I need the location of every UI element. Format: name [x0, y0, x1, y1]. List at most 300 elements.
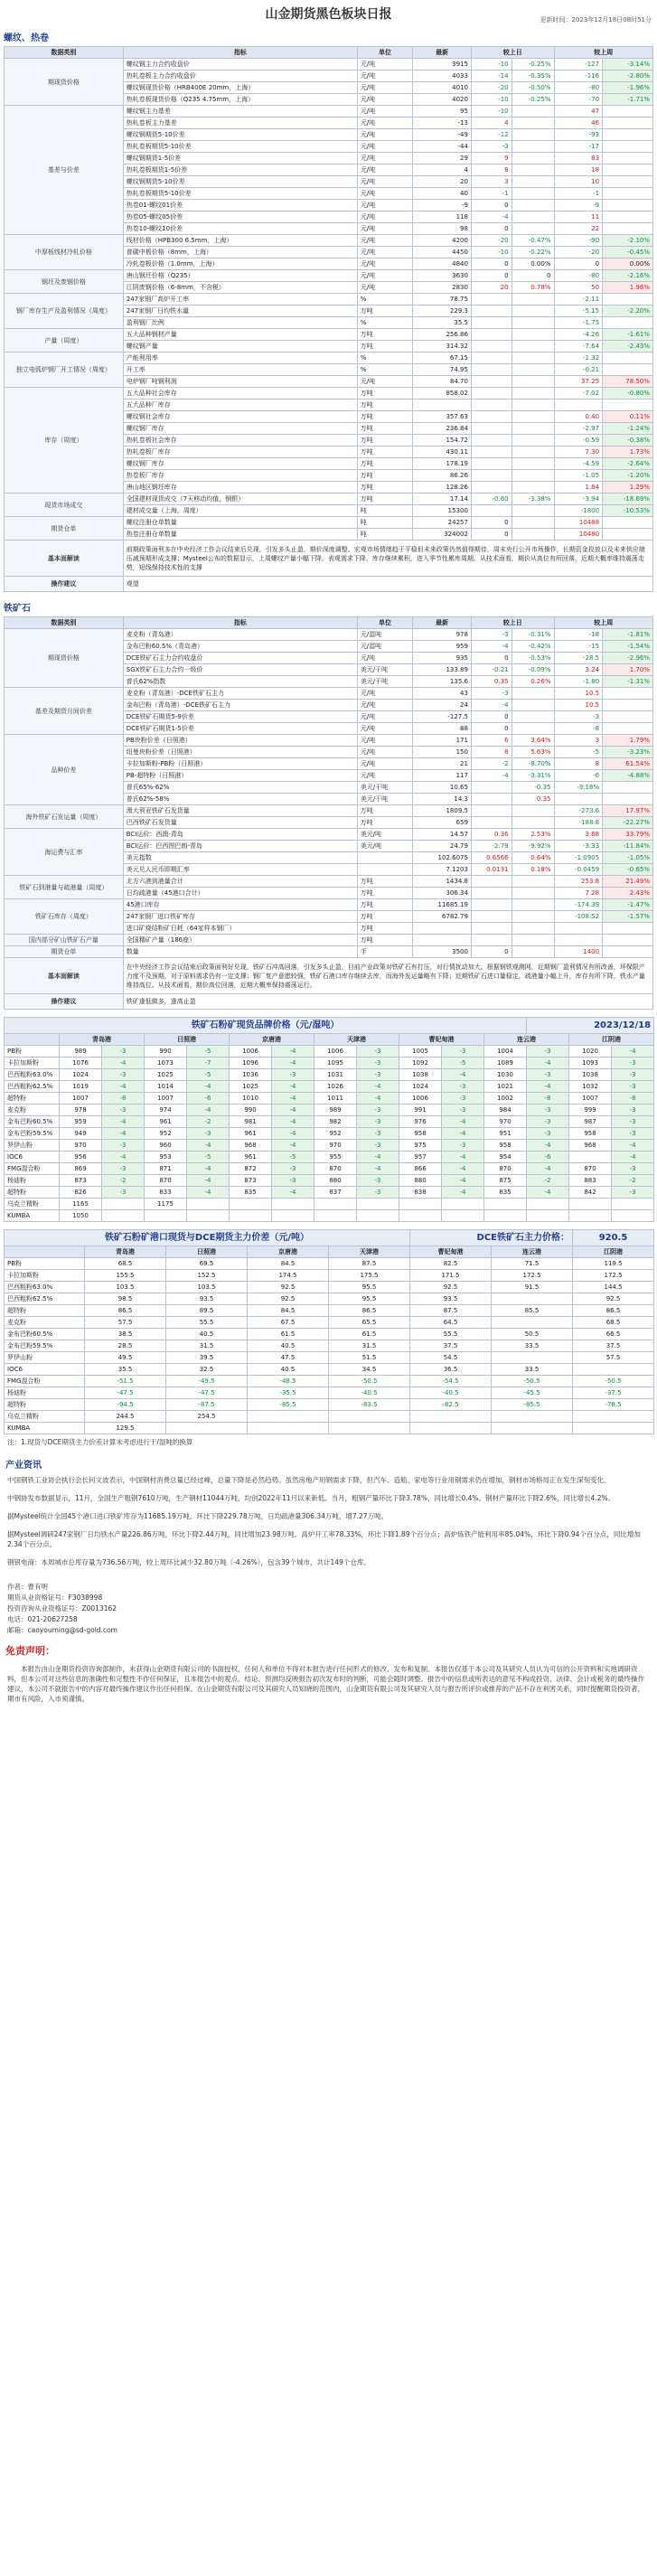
value-cell: 959: [413, 641, 472, 653]
price-cell: 870: [314, 1163, 357, 1175]
change-cell: -3: [442, 1093, 484, 1105]
unit-cell: 万吨: [357, 494, 412, 505]
value-cell: 10: [554, 176, 603, 188]
value-cell: 86.26: [413, 470, 472, 482]
value-cell: -0.80%: [603, 388, 653, 400]
value-cell: 8: [471, 747, 512, 758]
change-cell: -4: [272, 1105, 314, 1116]
value-cell: [603, 517, 653, 529]
spread-cell: -50.5: [492, 1376, 573, 1387]
spread-cell: -82.5: [410, 1399, 492, 1411]
value-cell: [413, 923, 472, 935]
value-cell: -13: [413, 118, 472, 129]
section-title-iron-ore: 铁矿石: [4, 604, 31, 614]
report-title-text: 山金期货黑色板块日报: [265, 7, 392, 22]
spread-cell: 33.5: [492, 1364, 573, 1376]
spread-cell: 144.5: [573, 1282, 654, 1293]
value-cell: -0.65%: [603, 864, 653, 876]
value-cell: 20: [413, 176, 472, 188]
indicator-cell: 全国建材现货成交（7天移动均值，钢银）: [123, 494, 357, 505]
indicator-cell: 冷轧卷板价格（1.0mm，上海）: [123, 259, 357, 270]
value-cell: 10.5: [554, 688, 603, 700]
change-cell: -4: [612, 1140, 654, 1152]
indicator-cell: 五大品种社会库存: [123, 388, 357, 400]
spread-cell: 92.5: [410, 1282, 492, 1293]
table-row: [5, 1175, 654, 1187]
value-cell: -5: [554, 747, 603, 758]
spread-cell: [410, 1411, 492, 1423]
unit-cell: 元/吨: [357, 106, 412, 118]
spread-cell: 86.5: [573, 1305, 654, 1317]
change-cell: -2: [187, 1116, 230, 1128]
unit-cell: 元/吨: [357, 653, 412, 664]
price-cell: 1010: [230, 1093, 272, 1105]
value-cell: -4.26: [554, 329, 603, 341]
change-cell: -3: [102, 1105, 145, 1116]
value-cell: 7.1203: [413, 864, 472, 876]
port-header: 日照港: [145, 1034, 230, 1046]
change-cell: -5: [442, 1058, 484, 1069]
change-cell: -4: [187, 1140, 230, 1152]
unit-cell: 美元/干吨: [357, 782, 412, 794]
change-cell: -4: [272, 1093, 314, 1105]
value-cell: [512, 200, 554, 212]
value-cell: 22: [554, 223, 603, 235]
value-cell: [471, 470, 512, 482]
unit-cell: 元/吨: [357, 770, 412, 782]
value-cell: [471, 817, 512, 829]
change-cell: [357, 1199, 399, 1210]
value-cell: [554, 400, 603, 411]
price-cell: [399, 1199, 442, 1210]
port-header: 曹妃甸港: [399, 1034, 484, 1046]
value-cell: 6782.79: [413, 911, 472, 923]
value-cell: -0.38%: [603, 435, 653, 447]
value-cell: [471, 447, 512, 458]
table-row: [5, 1128, 654, 1140]
spread-cell: 31.5: [166, 1340, 248, 1352]
value-cell: -0.35: [512, 782, 554, 794]
change-cell: -3: [357, 1175, 399, 1187]
value-cell: -28.5: [554, 653, 603, 664]
change-cell: -4: [442, 1152, 484, 1163]
value-cell: 8: [554, 758, 603, 770]
value-cell: -4.59: [554, 458, 603, 470]
blank-header: [5, 1246, 85, 1258]
value-cell: 4033: [413, 71, 472, 82]
change-cell: -8: [612, 1093, 654, 1105]
ore-name-cell: IOC6: [5, 1364, 85, 1376]
price-cell: 958: [399, 1128, 442, 1140]
indicator-cell: PB块粉价差（日照港）: [123, 735, 357, 747]
ore-name-cell: 卡拉加斯粉: [5, 1270, 85, 1282]
value-cell: 0: [554, 259, 603, 270]
value-cell: 10480: [554, 529, 603, 541]
value-cell: 11: [554, 212, 603, 223]
change-cell: [442, 1210, 484, 1222]
news-list: [0, 1472, 657, 1573]
value-cell: 24257: [413, 517, 472, 529]
unit-cell: 万吨: [357, 876, 412, 888]
unit-cell: 吨: [357, 517, 412, 529]
price-cell: 1002: [484, 1093, 527, 1105]
unit-cell: 美元/吨: [357, 841, 412, 852]
value-cell: 4450: [413, 247, 472, 259]
value-cell: [603, 723, 653, 735]
value-cell: 0.18%: [512, 864, 554, 876]
value-cell: -1.0905: [554, 852, 603, 864]
spread-cell: 93.5: [166, 1293, 248, 1305]
indicator-cell: 纽曼块粉价差（日照港）: [123, 747, 357, 758]
indicator-cell: 螺纹钢主力合约收盘价: [123, 59, 357, 71]
contact-line: 作者：曹有明: [7, 1583, 48, 1591]
price-cell: 833: [145, 1187, 187, 1199]
price-cell: 1007: [60, 1093, 102, 1105]
spread-cell: -40.5: [329, 1387, 410, 1399]
category-cell: 独立电弧炉钢厂开工情况（周度）: [5, 353, 124, 388]
change-cell: -5: [187, 1152, 230, 1163]
price-cell: 1031: [314, 1069, 357, 1081]
indicator-cell: 热卷05-螺纹05价差: [123, 212, 357, 223]
value-cell: [471, 411, 512, 423]
ore-name-cell: 超特粉: [5, 1305, 85, 1317]
change-cell: -4: [272, 1058, 314, 1069]
change-cell: -2: [527, 1175, 569, 1187]
value-cell: 21.49%: [603, 876, 653, 888]
change-cell: -4: [187, 1105, 230, 1116]
change-cell: [187, 1210, 230, 1222]
value-cell: -1.75: [554, 317, 603, 329]
value-cell: 314.32: [413, 341, 472, 353]
value-cell: -4: [471, 770, 512, 782]
unit-cell: 元/吨: [357, 165, 412, 176]
ore-name-cell: 超特粉: [5, 1187, 60, 1199]
value-cell: -2.96%: [603, 653, 653, 664]
spread-cell: [492, 1411, 573, 1423]
table-row: [5, 1399, 654, 1411]
table-header-row: [5, 47, 653, 59]
value-cell: 0: [471, 200, 512, 212]
value-cell: 978: [413, 629, 472, 641]
price-cell: 866: [399, 1163, 442, 1175]
change-cell: -2: [102, 1175, 145, 1187]
value-cell: 5.63%: [512, 747, 554, 758]
value-cell: [603, 711, 653, 723]
spread-cell: 35.5: [85, 1364, 166, 1376]
value-cell: [512, 153, 554, 165]
unit-cell: 美元/干吨: [357, 664, 412, 676]
value-cell: 4: [471, 118, 512, 129]
value-cell: -6: [554, 770, 603, 782]
change-cell: -3: [527, 1128, 569, 1140]
disclaimer-text: 本报告由山金期货投资咨询部制作，未获得山金期货有限公司的书面授权，任何人和单位不得对本报告进行任何形式的修改、发布和复制。本报告仅基于本公司及其研究人员认为可信的公开资料和实地调研资料，但本公司对这些信息的准确性和完整性不作任何保证，且本报告中的观点、结论、预测均反映报告初次发布时的判断，可能会随时调整。报告中的信息或所表达的意见不构成投资、法律、会计或税务的最终操作建议，本公司不就报告中的内容对最终操作建议作出任何担保。在山金期货有限公司及其研究人员知晓的范围内，山金期货有限公司及其研究人员与报告所评价或推荐的产品不存在利害关系，同时提醒期货投资者，期市有风险，入市须谨慎。: [7, 1665, 644, 1703]
commentary-row: [5, 541, 653, 577]
unit-cell: 元/吨: [357, 59, 412, 71]
value-cell: 0.35: [512, 794, 554, 805]
unit-cell: [357, 852, 412, 864]
value-cell: [603, 141, 653, 153]
price-cell: 974: [145, 1105, 187, 1116]
spread-cell: 50.5: [492, 1329, 573, 1340]
category-cell: 期现货价格: [5, 629, 124, 688]
spread-cell: 92.5: [248, 1282, 329, 1293]
price-cell: 1036: [230, 1069, 272, 1081]
unit-cell: 美元/干吨: [357, 794, 412, 805]
indicator-cell: DCE铁矿石期货1-5价差: [123, 723, 357, 735]
contact-block: [0, 1582, 657, 1636]
price-cell: 1073: [145, 1058, 187, 1069]
change-cell: [357, 1210, 399, 1222]
spread-cell: -45.5: [492, 1387, 573, 1399]
table-row: [5, 1305, 654, 1317]
price-cell: [484, 1199, 527, 1210]
change-cell: -3: [102, 1140, 145, 1152]
unit-cell: 元/吨: [357, 700, 412, 711]
value-cell: [512, 223, 554, 235]
value-cell: -14: [471, 71, 512, 82]
value-cell: 47: [554, 106, 603, 118]
commentary-text: 前期政策面利多在中央经济工作会议结束后兑现，引发多头止盈，期价深度调整。宏观市场情绪趋于平稳但未来政策仍然值得期待，周末央行公开市场操作，长期资金投放以及未来供应端压减预期形成支撑；Mysteel公布的数据显示，上周螺纹产量小幅下降，表观需求下降，库存继续累积，进入季节性累库周期。从技术面看，期价从高位有所回落，近期大概率维持震荡走势，短线保持技术性的支撑: [123, 541, 652, 577]
price-cell: 883: [569, 1175, 612, 1187]
category-cell: 品种价差: [5, 735, 124, 805]
column-header: 较上周: [554, 47, 653, 59]
unit-cell: 元/吨: [357, 376, 412, 388]
value-cell: 43: [413, 688, 472, 700]
price-cell: 1175: [145, 1199, 187, 1210]
value-cell: [471, 388, 512, 400]
value-cell: -10: [471, 106, 512, 118]
value-cell: 8: [471, 165, 512, 176]
spread-cell: 49.5: [85, 1352, 166, 1364]
value-cell: -9.92%: [512, 841, 554, 852]
value-cell: -3: [554, 711, 603, 723]
value-cell: -18: [554, 629, 603, 641]
spread-cell: 61.5: [248, 1329, 329, 1340]
column-header: 较上日: [471, 47, 554, 59]
change-cell: [442, 1199, 484, 1210]
indicator-cell: 热轧卷板主力合约收盘价: [123, 71, 357, 82]
unit-cell: 元/吨: [357, 71, 412, 82]
commentary-label: 基本面解读: [5, 958, 124, 994]
value-cell: 0.0131: [471, 864, 512, 876]
value-cell: -2.80%: [603, 71, 653, 82]
port-header: 江阴港: [573, 1246, 654, 1258]
indicator-cell: 金布巴粉（青岛港）-DCE铁矿石主力: [123, 700, 357, 711]
value-cell: -0.21: [471, 664, 512, 676]
value-cell: 135.6: [413, 676, 472, 688]
unit-cell: 元/吨: [357, 176, 412, 188]
spread-cell: 86.5: [329, 1305, 410, 1317]
value-cell: [512, 118, 554, 129]
value-cell: -0.21: [554, 364, 603, 376]
change-cell: -4: [357, 1093, 399, 1105]
value-cell: -1.71%: [603, 94, 653, 106]
spread-cell: 40.5: [248, 1340, 329, 1352]
change-cell: -7: [187, 1058, 230, 1069]
change-cell: -3: [272, 1069, 314, 1081]
indicator-cell: 热轧卷板期货5-10价差: [123, 141, 357, 153]
table-row: [5, 1105, 654, 1116]
ore-name-cell: 超特粉: [5, 1093, 60, 1105]
value-cell: [603, 935, 653, 946]
value-cell: 3: [554, 735, 603, 747]
price-cell: 880: [399, 1175, 442, 1187]
value-cell: -3: [471, 629, 512, 641]
spread-cell: [248, 1411, 329, 1423]
change-cell: -5: [187, 1069, 230, 1081]
indicator-cell: 螺纹钢期货5-10价差: [123, 176, 357, 188]
ore-name-cell: PB粉: [5, 1258, 85, 1270]
spread-cell: 171.5: [410, 1270, 492, 1282]
value-cell: [471, 306, 512, 317]
value-cell: 178.19: [413, 458, 472, 470]
indicator-cell: 巴西铁矿石发货量: [123, 817, 357, 829]
spread-cell: 47.5: [248, 1352, 329, 1364]
ore-name-cell: 巴西粗粉63.0%: [5, 1282, 85, 1293]
spread-table-title: 铁矿石粉矿港口现货与DCE期货主力价差（元/吨）: [5, 1230, 410, 1246]
value-cell: [512, 423, 554, 435]
table-row: [5, 106, 653, 118]
indicator-cell: 唐山钢坯价格（Q235）: [123, 270, 357, 282]
value-cell: [471, 400, 512, 411]
table-row: [5, 235, 653, 247]
spread-cell: 172.5: [492, 1270, 573, 1282]
price-cell: 957: [399, 1152, 442, 1163]
change-cell: -3: [612, 1116, 654, 1128]
value-cell: 1.29%: [603, 482, 653, 494]
ore-name-cell: 杨迪粉: [5, 1387, 85, 1399]
indicator-cell: 螺纹钢期货5-10价差: [123, 129, 357, 141]
change-cell: -4: [272, 1187, 314, 1199]
ore-name-cell: 乌克兰精粉: [5, 1411, 85, 1423]
value-cell: -2.64%: [603, 458, 653, 470]
price-cell: 1004: [484, 1046, 527, 1058]
unit-cell: %: [357, 353, 412, 364]
value-cell: 7.28: [554, 888, 603, 899]
unit-cell: 万吨: [357, 888, 412, 899]
spread-cell: -51.5: [85, 1376, 166, 1387]
price-cell: 953: [145, 1152, 187, 1163]
table-row: [5, 1293, 654, 1305]
value-cell: [512, 388, 554, 400]
value-cell: 67.15: [413, 353, 472, 364]
price-cell: 982: [314, 1116, 357, 1128]
spread-footnote: 注：1.现货与DCE期货主力价差计算未考虑进行干/湿吨的换算: [7, 1438, 193, 1446]
price-cell: 835: [484, 1187, 527, 1199]
value-cell: [471, 353, 512, 364]
spread-cell: 84.5: [248, 1305, 329, 1317]
category-cell: 期货仓单: [5, 517, 124, 541]
value-cell: 1.73%: [603, 447, 653, 458]
ore-name-cell: 罗伊山粉: [5, 1140, 60, 1152]
value-cell: [471, 341, 512, 353]
indicator-cell: 热卷01-螺纹01价差: [123, 200, 357, 212]
value-cell: 1.96%: [603, 282, 653, 294]
value-cell: 659: [413, 817, 472, 829]
indicator-cell: 美元指数: [123, 852, 357, 864]
value-cell: -2.97: [554, 423, 603, 435]
unit-cell: 手: [357, 946, 412, 958]
value-cell: 0.35: [471, 676, 512, 688]
change-cell: [102, 1199, 145, 1210]
table-row: [5, 1163, 654, 1175]
change-cell: -4: [442, 1187, 484, 1199]
indicator-cell: 热轧卷板现货价格（Q235 4.75mm，上海）: [123, 94, 357, 106]
value-cell: -2.16%: [603, 270, 653, 282]
change-cell: -3: [612, 1081, 654, 1093]
price-cell: 870: [484, 1163, 527, 1175]
commentary-text: 观望: [123, 577, 652, 592]
value-cell: -10: [471, 59, 512, 71]
ore-name-cell: 乌克兰精粉: [5, 1199, 60, 1210]
value-cell: [512, 306, 554, 317]
category-cell: 现货市场成交: [5, 494, 124, 517]
value-cell: -0.09%: [512, 664, 554, 676]
table-row: [5, 388, 653, 400]
ore-name-cell: 巴西粗粉63.0%: [5, 1069, 60, 1081]
change-cell: -3: [527, 1046, 569, 1058]
unit-cell: 万吨: [357, 911, 412, 923]
ore-name-cell: 巴西粗粉62.5%: [5, 1293, 85, 1305]
value-cell: -1: [554, 188, 603, 200]
column-header: 较上日: [471, 617, 554, 629]
spread-cell: -47.5: [166, 1387, 248, 1399]
value-cell: 14.3: [413, 794, 472, 805]
value-cell: -3.94: [554, 494, 603, 505]
value-cell: [512, 935, 554, 946]
value-cell: [471, 876, 512, 888]
value-cell: 88: [413, 723, 472, 735]
price-table-title: 铁矿石粉矿现货品牌价格（元/湿吨）: [5, 1018, 527, 1034]
spread-cell: 95.5: [329, 1282, 410, 1293]
category-cell: 海外铁矿石发运量（周度）: [5, 805, 124, 829]
table-row: [5, 935, 653, 946]
spread-cell: 69.5: [166, 1258, 248, 1270]
indicator-cell: 金布巴粉60.5%（青岛港）: [123, 641, 357, 653]
price-cell: [569, 1152, 612, 1163]
value-cell: -20: [471, 235, 512, 247]
port-header: 青岛港: [85, 1246, 166, 1258]
price-cell: 1006: [314, 1046, 357, 1058]
value-cell: [413, 935, 472, 946]
ore-name-cell: 金布巴粉59.5%: [5, 1340, 85, 1352]
spread-cell: 55.5: [166, 1317, 248, 1329]
value-cell: 17.97%: [603, 805, 653, 817]
value-cell: 0: [471, 723, 512, 735]
table-row: [5, 1046, 654, 1058]
ore-name-cell: KUMBA: [5, 1210, 60, 1222]
change-cell: -3: [527, 1116, 569, 1128]
table-row: [5, 899, 653, 911]
unit-cell: 元/吨: [357, 200, 412, 212]
change-cell: -3: [612, 1069, 654, 1081]
price-cell: [569, 1210, 612, 1222]
value-cell: [512, 176, 554, 188]
price-cell: 1096: [230, 1058, 272, 1069]
news-title: 产业资讯: [5, 1461, 42, 1471]
value-cell: -116: [554, 71, 603, 82]
value-cell: [603, 946, 653, 958]
price-cell: 872: [230, 1163, 272, 1175]
value-cell: [512, 876, 554, 888]
value-cell: -1.05: [554, 470, 603, 482]
value-cell: 24.79: [413, 841, 472, 852]
value-cell: 11685.19: [413, 899, 472, 911]
spread-cell: 54.5: [410, 1352, 492, 1364]
value-cell: -8: [554, 723, 603, 735]
value-cell: 1434.8: [413, 876, 472, 888]
value-cell: 150: [413, 747, 472, 758]
